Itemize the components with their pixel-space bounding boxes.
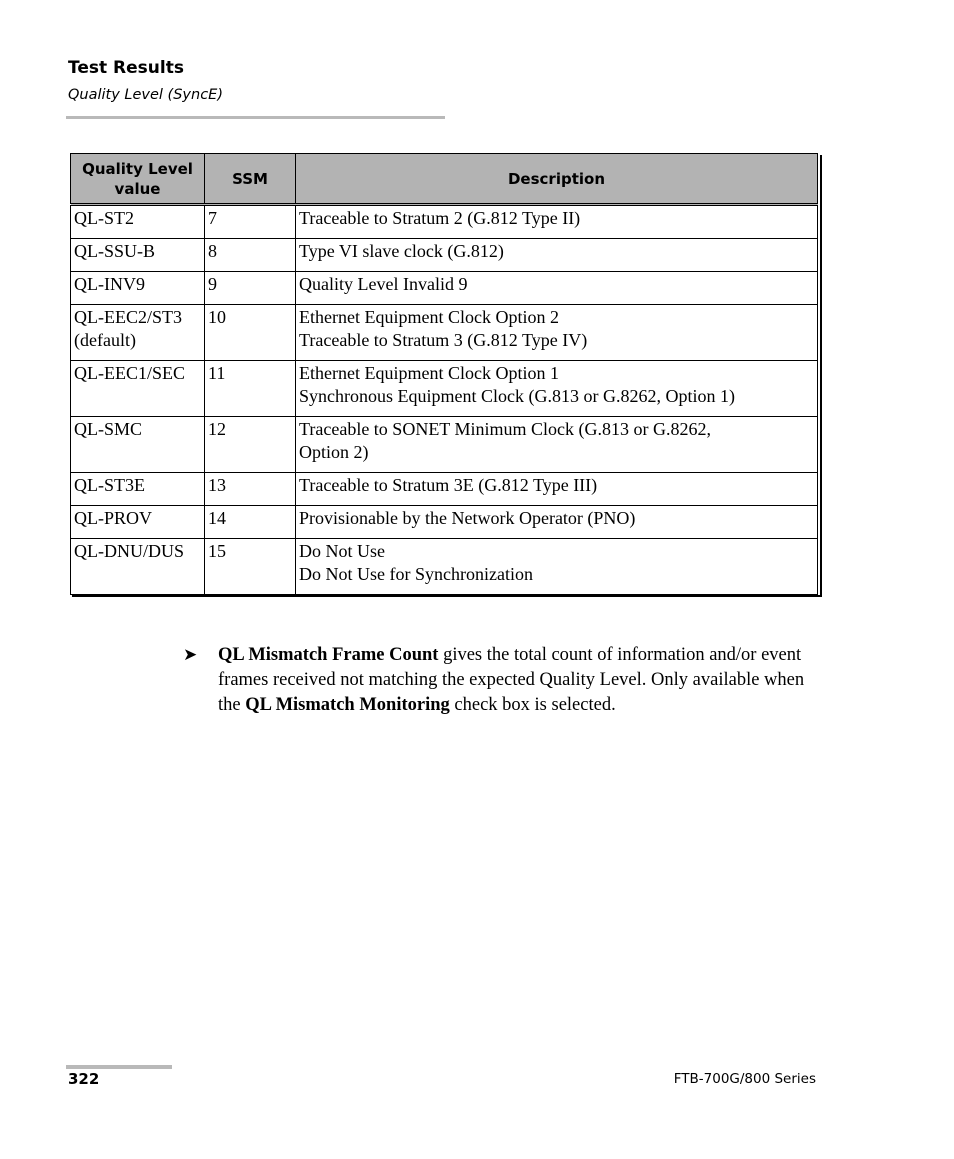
cell-description-line: Traceable to Stratum 2 (G.812 Type II) (299, 208, 581, 228)
cell-quality-level (71, 506, 205, 539)
column-header-quality-level: Quality Level value (71, 154, 205, 205)
cell-description-line: Do Not Use for Synchronization (299, 564, 533, 584)
cell-quality-level (71, 417, 205, 473)
table-body (71, 205, 818, 595)
table-row (71, 417, 818, 473)
cell-quality-level-line: QL-PROV (74, 508, 153, 528)
term-ql-mismatch-frame-count: QL Mismatch Frame Count (218, 645, 439, 665)
cell-description (296, 205, 818, 239)
cell-quality-level-line: QL-EEC1/SEC (74, 363, 185, 383)
cell-quality-level (71, 272, 205, 305)
table-header-row (71, 154, 818, 205)
table-row (71, 361, 818, 417)
cell-description (296, 272, 818, 305)
cell-ssm: 11 (205, 361, 296, 417)
cell-description (296, 417, 818, 473)
column-header-ssm: SSM (205, 154, 296, 205)
cell-quality-level (71, 539, 205, 595)
cell-description-line: Quality Level Invalid 9 (299, 274, 468, 294)
cell-quality-level (71, 305, 205, 361)
cell-ssm: 9 (205, 272, 296, 305)
cell-quality-level-line: QL-ST3E (74, 475, 145, 495)
bullet-paragraph (218, 643, 828, 718)
product-series: FTB-700G/800 Series (673, 1071, 816, 1087)
table-row (71, 539, 818, 595)
table-row (71, 239, 818, 272)
cell-quality-level (71, 361, 205, 417)
section-title: Test Results (68, 58, 184, 78)
section-subtitle: Quality Level (SyncE) (68, 87, 223, 103)
page-number: 322 (68, 1070, 100, 1088)
cell-description (296, 473, 818, 506)
table-row (71, 205, 818, 239)
cell-quality-level-line: QL-SSU-B (74, 241, 156, 261)
cell-quality-level-line: QL-EEC2/ST3 (74, 307, 182, 327)
cell-quality-level-line: QL-SMC (74, 419, 143, 439)
cell-description-line: Provisionable by the Network Operator (PNO) (299, 508, 636, 528)
table-row (71, 506, 818, 539)
cell-ssm: 10 (205, 305, 296, 361)
quality-level-table-wrapper (70, 153, 820, 595)
cell-description-line: Type VI slave clock (G.812) (299, 241, 504, 261)
cell-quality-level (71, 205, 205, 239)
cell-description-line: Ethernet Equipment Clock Option 1 (299, 363, 559, 383)
cell-ssm: 8 (205, 239, 296, 272)
cell-description-line: Ethernet Equipment Clock Option 2 (299, 307, 559, 327)
cell-description (296, 361, 818, 417)
bullet-text-2: check box is selected. (449, 695, 616, 715)
cell-quality-level-line: QL-DNU/DUS (74, 541, 184, 561)
cell-ssm: 12 (205, 417, 296, 473)
cell-description-line: Traceable to Stratum 3 (G.812 Type IV) (299, 330, 588, 350)
cell-description-line: Synchronous Equipment Clock (G.813 or G.8262, Option 1) (299, 386, 735, 406)
quality-level-table (70, 153, 818, 595)
cell-description (296, 539, 818, 595)
column-header-description: Description (296, 154, 818, 205)
cell-description-line: Traceable to SONET Minimum Clock (G.813 or G.8262, (299, 419, 711, 439)
table-row (71, 473, 818, 506)
table-row (71, 272, 818, 305)
right-arrowhead-icon: ➤ (183, 645, 198, 665)
header-divider (66, 116, 445, 119)
cell-quality-level-line: (default) (74, 330, 136, 350)
cell-quality-level (71, 239, 205, 272)
cell-description-line: Option 2) (299, 442, 369, 462)
cell-description-line: Traceable to Stratum 3E (G.812 Type III) (299, 475, 598, 495)
table-row (71, 305, 818, 361)
footer-divider (66, 1065, 172, 1069)
cell-description (296, 506, 818, 539)
cell-ssm: 7 (205, 205, 296, 239)
cell-ssm: 14 (205, 506, 296, 539)
cell-description (296, 239, 818, 272)
cell-ssm: 13 (205, 473, 296, 506)
bullet-text-1: gives the total count of information and/or event frames received not matching the expected Quality Level. Only available when the (218, 645, 805, 715)
cell-ssm: 15 (205, 539, 296, 595)
cell-quality-level (71, 473, 205, 506)
cell-quality-level-line: QL-ST2 (74, 208, 134, 228)
cell-description-line: Do Not Use (299, 541, 385, 561)
term-ql-mismatch-monitoring: QL Mismatch Monitoring (245, 695, 450, 715)
cell-description (296, 305, 818, 361)
cell-quality-level-line: QL-INV9 (74, 274, 145, 294)
